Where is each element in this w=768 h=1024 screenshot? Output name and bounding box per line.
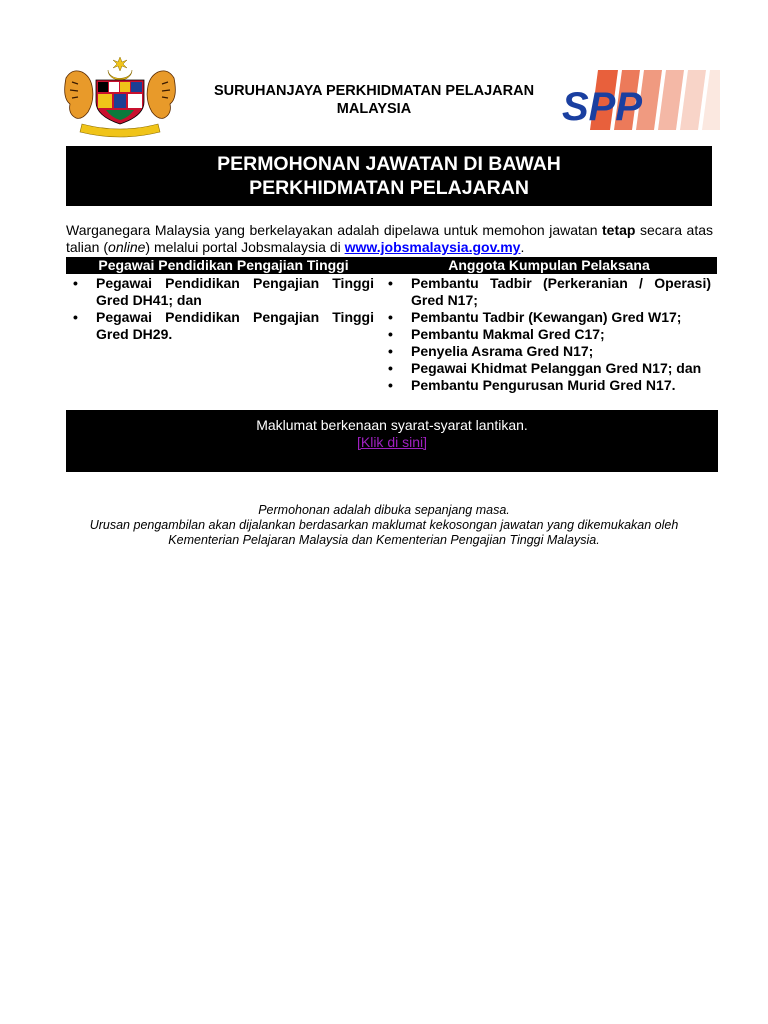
list-item <box>381 360 711 377</box>
list-item-text: Pegawai Khidmat Pelanggan Gred N17; dan <box>411 360 702 376</box>
intro-text-2: secara atas talian ( <box>66 222 714 255</box>
list-item-text: Pembantu Pengurusan Murid Gred N17. <box>411 377 676 393</box>
intro-bold-tetap: tetap <box>602 222 636 238</box>
bullet-icon: • <box>388 360 393 376</box>
click-here-link[interactable]: [Klik di sini] <box>356 434 428 450</box>
title-line2: PERKHIDMATAN PELAJARAN <box>249 177 529 199</box>
page-title <box>66 146 712 206</box>
list-item-text: Pembantu Makmal Gred C17; <box>411 326 605 342</box>
list-item <box>381 377 711 394</box>
intro-end: . <box>520 239 525 255</box>
spp-logo-text: SPP <box>562 85 643 129</box>
list-item <box>381 309 711 326</box>
organization-name <box>190 82 558 118</box>
org-name-line2: MALAYSIA <box>336 101 412 117</box>
bullet-icon: • <box>73 309 78 325</box>
requirements-info-box <box>66 410 718 472</box>
intro-text-3: ) melalui portal Jobsmalaysia di <box>145 239 345 255</box>
list-item <box>381 275 711 309</box>
requirements-text: Maklumat berkenaan syarat-syarat lantikan. <box>256 417 528 433</box>
list-item-text: Pegawai Pendidikan Pengajian Tinggi Gred DH29. <box>96 309 374 342</box>
list-item-text: Pembantu Tadbir (Kewangan) Gred W17; <box>411 309 682 325</box>
title-line1: PERMOHONAN JAWATAN DI BAWAH <box>217 153 561 175</box>
list-item <box>381 343 711 360</box>
list-item <box>381 326 711 343</box>
list-item-text: Pembantu Tadbir (Perkeranian / Operasi) Gred N17; <box>411 275 711 308</box>
intro-paragraph <box>66 222 713 256</box>
intro-text-1: Warganegara Malaysia yang berkelayakan adalah dipelawa untuk memohon jawatan <box>66 222 603 238</box>
bullet-icon: • <box>388 309 393 325</box>
jobsmalaysia-link[interactable]: www.jobsmalaysia.gov.my <box>344 239 521 255</box>
list-item <box>66 275 374 309</box>
bullet-icon: • <box>388 343 393 359</box>
bullet-icon: • <box>388 377 393 393</box>
bullet-icon: • <box>388 275 393 291</box>
bullet-icon: • <box>388 326 393 342</box>
footer-notes <box>50 503 718 548</box>
intro-italic-online: online <box>108 239 146 255</box>
list-item <box>66 309 374 343</box>
coat-of-arms-icon <box>62 56 178 138</box>
left-position-list <box>66 275 374 343</box>
spp-logo <box>560 68 720 136</box>
right-column-heading: Anggota Kumpulan Pelaksana <box>381 257 717 274</box>
note-line3: Kementerian Pelajaran Malaysia dan Kementerian Pengajian Tinggi Malaysia. <box>168 533 600 547</box>
note-line1: Permohonan adalah dibuka sepanjang masa. <box>258 503 510 517</box>
note-line2: Urusan pengambilan akan dijalankan berdasarkan maklumat kekosongan jawatan yang dikemukakan oleh <box>89 518 679 532</box>
bullet-icon: • <box>73 275 78 291</box>
list-item-text: Pegawai Pendidikan Pengajian Tinggi Gred DH41; dan <box>96 275 374 308</box>
list-item-text: Penyelia Asrama Gred N17; <box>411 343 594 359</box>
org-name-line1: SURUHANJAYA PERKHIDMATAN PELAJARAN <box>213 83 535 99</box>
left-column-heading: Pegawai Pendidikan Pengajian Tinggi <box>66 257 381 274</box>
right-position-list <box>381 275 711 394</box>
